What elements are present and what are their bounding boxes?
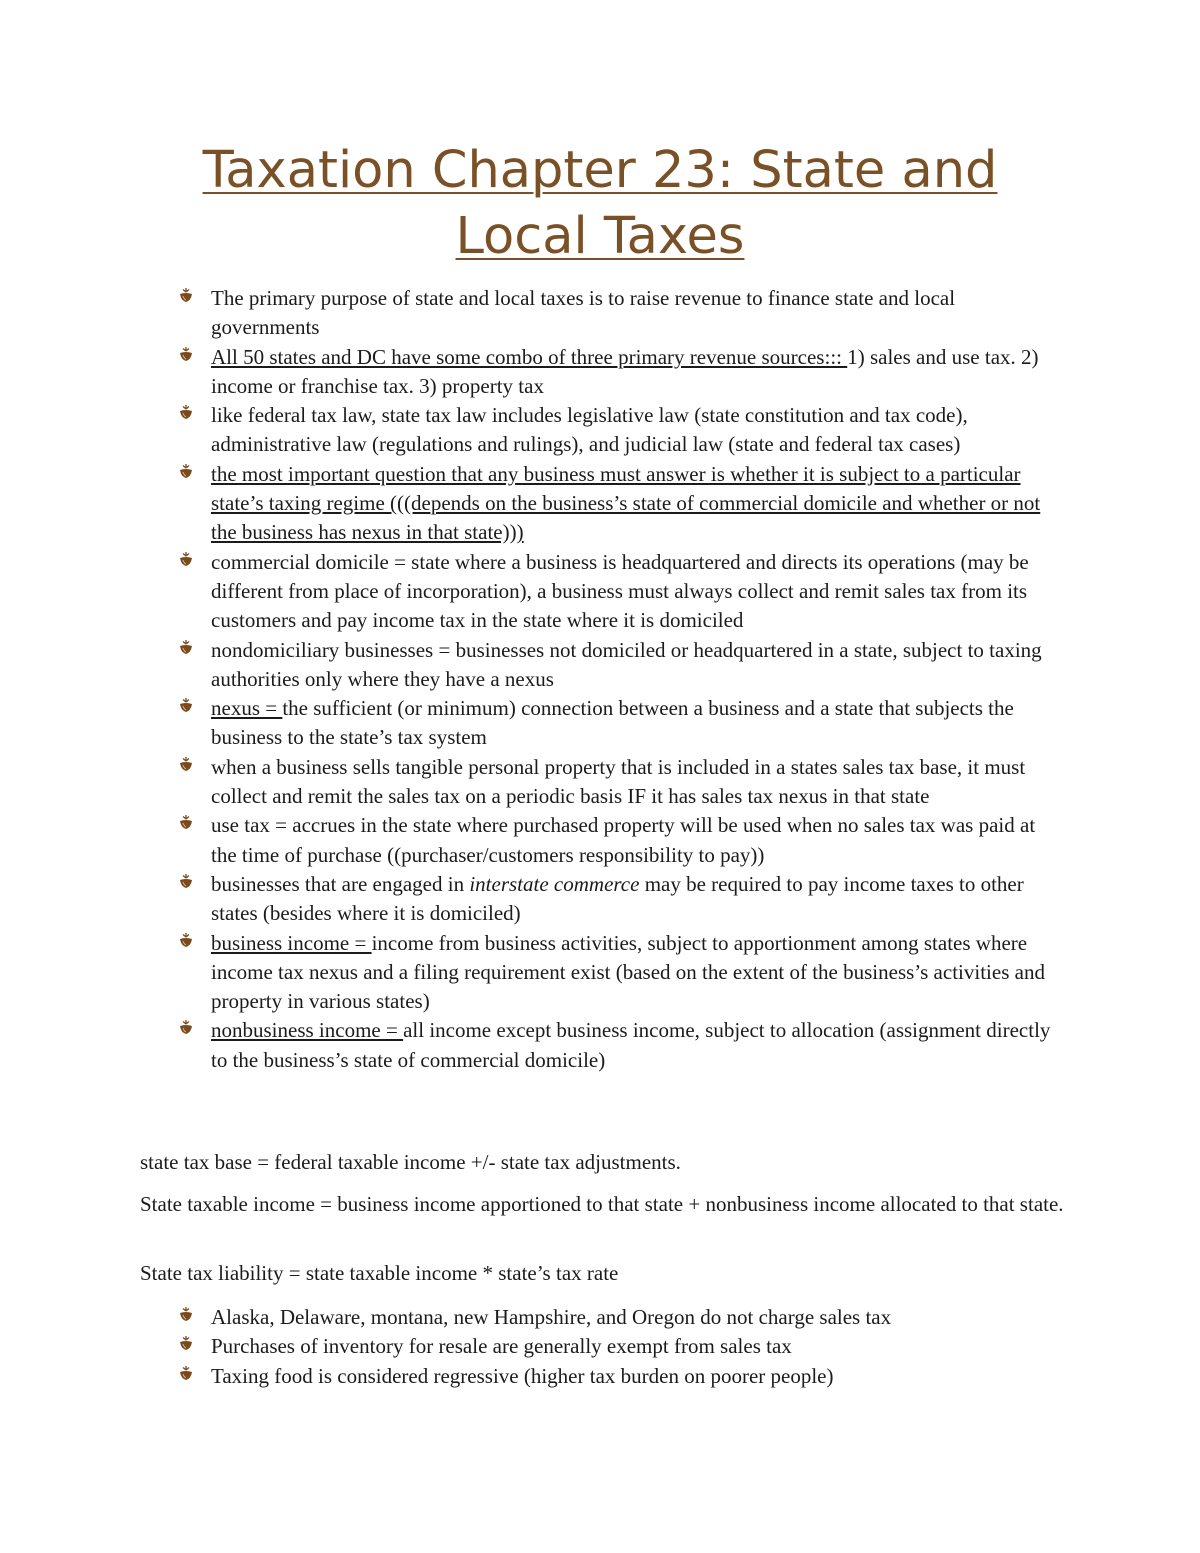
- acorn-bullet-icon: [178, 1365, 194, 1381]
- main-bullet-list: [0, 284, 1200, 1075]
- acorn-bullet-icon: [178, 1019, 194, 1035]
- bullet-item: [0, 694, 1200, 753]
- bullet-text: interstate commerce: [469, 871, 640, 896]
- acorn-bullet-icon: [178, 463, 194, 479]
- bullet-text: all income except business income, subject to allocation (assignment directly to the business’s state of commercial domicile): [211, 1018, 1051, 1072]
- bullet-item: [0, 548, 1200, 636]
- bullet-text: like federal tax law, state tax law includes legislative law (state constitution and tax code), administrative law (regulations and rulings), and judicial law (state and federal tax cases): [211, 403, 968, 457]
- bullet-text: All 50 states and DC have some combo of three primary revenue sources:::: [211, 344, 848, 369]
- acorn-bullet-icon: [178, 697, 194, 713]
- acorn-bullet-icon: [178, 1335, 194, 1351]
- bullet-text: commercial domicile = state where a business is headquartered and directs its operations (may be different from place of incorporation), a business must always collect and remit sales tax from its customers and pay income tax in the state where it is domiciled: [211, 549, 1029, 633]
- bullet-item: [0, 811, 1200, 870]
- bullet-text: business income =: [211, 930, 372, 955]
- bullet-item: [0, 753, 1200, 812]
- bullet-text: nexus =: [211, 696, 283, 721]
- bullet-text: businesses that are engaged in: [211, 871, 470, 896]
- bullet-text: Taxing food is considered regressive (higher tax burden on poorer people): [211, 1363, 834, 1388]
- acorn-bullet-icon: [178, 1306, 194, 1322]
- bullet-item: [0, 1303, 1200, 1332]
- state-taxable-income-paragraph: State taxable income = business income apportioned to that state + nonbusiness income allocated to that state.: [140, 1192, 1064, 1216]
- state-tax-base-paragraph: state tax base = federal taxable income +/- state tax adjustments.: [140, 1150, 681, 1174]
- bullet-text: income from business activities, subject to apportionment among states where income tax nexus and a filing requirement exist (based on the extent of the business’s activities and property in various states): [211, 930, 1045, 1014]
- acorn-bullet-icon: [178, 639, 194, 655]
- bullet-text: nonbusiness income =: [211, 1018, 404, 1043]
- bullet-text: use tax = accrues in the state where purchased property will be used when no sales tax was paid at the time of purchase ((purchaser/customers responsibility to pay)): [211, 813, 1036, 867]
- acorn-bullet-icon: [178, 814, 194, 830]
- acorn-bullet-icon: [178, 551, 194, 567]
- bullet-item: [0, 401, 1200, 460]
- bullet-text: Alaska, Delaware, montana, new Hampshire, and Oregon do not charge sales tax: [211, 1305, 892, 1329]
- bullet-item: [0, 343, 1200, 402]
- bullet-text: Purchases of inventory for resale are generally exempt from sales tax: [211, 1334, 792, 1359]
- bullet-item: [0, 870, 1200, 929]
- bullet-item: [0, 1362, 1200, 1391]
- bullet-item: [0, 460, 1200, 548]
- acorn-bullet-icon: [178, 873, 194, 889]
- acorn-bullet-icon: [178, 346, 194, 362]
- bullet-text: the most important question that any business must answer is whether it is subject to a particular state’s taxing regime (((depends on the business’s state of commercial domicile and whether or not the business has nexus in that state))): [211, 461, 1041, 545]
- bullet-item: [0, 1016, 1200, 1075]
- acorn-bullet-icon: [178, 287, 194, 303]
- bullet-text: 1) sales and use tax. 2) income or franchise tax. 3) property tax: [211, 344, 1039, 398]
- page-title: Taxation Chapter 23: State and Local Taxes: [202, 141, 998, 266]
- bullet-item: [0, 636, 1200, 695]
- bullet-text: when a business sells tangible personal property that is included in a states sales tax base, it must collect and remit the sales tax on a periodic basis IF it has sales tax nexus in that state: [211, 754, 1026, 809]
- bullet-text: may be required to pay income taxes to other states (besides where it is domiciled): [211, 871, 1024, 926]
- bullet-item: [0, 929, 1200, 1017]
- bullet-text: The primary purpose of state and local taxes is to raise revenue to finance state and local governments: [211, 286, 956, 340]
- bullet-item: [0, 284, 1200, 343]
- acorn-bullet-icon: [178, 932, 194, 948]
- bullet-text: nondomiciliary businesses = businesses not domiciled or headquartered in a state, subject to taxing authorities only where they have a nexus: [211, 637, 1042, 691]
- bullet-item: [0, 1332, 1200, 1361]
- acorn-bullet-icon: [178, 756, 194, 772]
- bullet-text: the sufficient (or minimum) connection between a business and a state that subjects the business to the state’s tax system: [211, 696, 1014, 750]
- state-tax-liability-paragraph: State tax liability = state taxable income * state’s tax rate: [140, 1261, 619, 1285]
- sales-tax-bullet-list: [0, 1303, 1200, 1391]
- acorn-bullet-icon: [178, 404, 194, 420]
